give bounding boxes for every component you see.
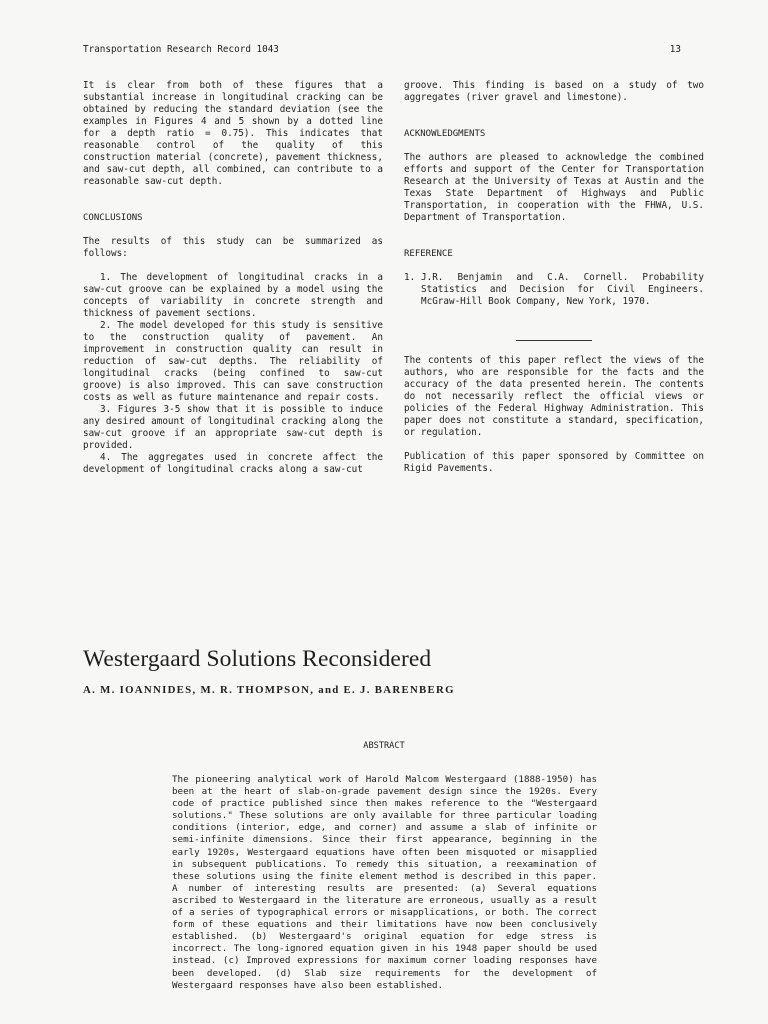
- reference-text: J.R. Benjamin and C.A. Cornell. Probability Statistics and Decision for Civil Engineers. McGraw-Hill Book Company, New York, 1970.: [421, 272, 704, 307]
- reference-number: 1.: [404, 272, 416, 283]
- intro-paragraph: It is clear from both of these figures that a substantial increase in longitudinal cracking can be obtained by reducing the standard deviation (see the examples in Figures 4 and 5 shown by a dotted line for a depth ratio = 0.75). This indicates that reasonable control of the quality of this construction material (concrete), pavement thickness, and saw-cut depth, all combined, can contribute to a reasonable saw-cut depth.: [83, 80, 383, 187]
- acknowledgments-text: The authors are pleased to acknowledge the combined efforts and support of the Center for Transportation Research at the University of Texas at Austin and the Texas State Department of Highways and Public Transportation, in cooperation with the FHWA, U.S. Department of Transportation.: [404, 152, 704, 223]
- conclusion-item-3: 3. Figures 3-5 show that it is possible to induce any desired amount of longitudinal cracking along the saw-cut groove if an appropriate saw-cut depth is provided.: [83, 404, 383, 451]
- acknowledgments-heading: ACKNOWLEDGMENTS: [404, 129, 486, 139]
- running-header: Transportation Research Record 1043: [83, 44, 279, 55]
- conclusion-item-1: 1. The development of longitudinal cracks in a saw-cut groove can be explained by a model using the concepts of variability in concrete strength and thickness of pavement sections.: [83, 272, 383, 319]
- conclusion-item-4: 4. The aggregates used in concrete affect the development of longitudinal cracks along a saw-cut: [83, 452, 383, 475]
- left-column: [83, 80, 383, 476]
- article-title: Westergaard Solutions Reconsidered: [83, 646, 432, 672]
- disclaimer-text: The contents of this paper reflect the views of the authors, who are responsible for the facts and the accuracy of the data presented herein. The contents do not necessarily reflect the official views or policies of the Federal Highway Administration. This paper does not constitute a standard, specification, or regulation.: [404, 355, 704, 438]
- abstract-text: The pioneering analytical work of Harold Malcom Westergaard (1888-1950) has been at the heart of slab-on-grade pavement design since the 1920s. Every code of practice published since then makes reference to the "Westergaard solutions." These solutions are only available for three particular loading conditions (interior, edge, and corner) and assume a slab of infinite or semi-infinite dimensions. Since their first appearance, beginning in the early 1920s, Westergaard equations have often been misquoted or misapplied in subsequent publications. To remedy this situation, a reexamination of these solutions using the finite element method is described in this paper. A number of interesting results are presented: (a) Several equations ascribed to Westergaard in the literature are erroneous, usually as a result of a series of typographical errors or misapplications, or both. The correct form of these equations and their limitations have now been conclusively established. (b) Westergaard's original equation for edge stress is incorrect. The long-ignored equation given in his 1948 paper should be used instead. (c) Improved expressions for maximum corner loading responses have been developed. (d) Slab size requirements for the development of Westergaard responses have also been established.: [172, 774, 597, 991]
- reference-heading: REFERENCE: [404, 249, 453, 259]
- reference-entry: [404, 272, 704, 308]
- page-number: 13: [669, 44, 681, 55]
- conclusions-heading: CONCLUSIONS: [83, 213, 143, 223]
- sponsor-text: Publication of this paper sponsored by Committee on Rigid Pavements.: [404, 451, 704, 474]
- right-column: [404, 80, 704, 475]
- conclusions-lead: The results of this study can be summarized as follows:: [83, 236, 383, 259]
- continued-paragraph: groove. This finding is based on a study of two aggregates (river gravel and limestone).: [404, 80, 704, 103]
- article-authors: A. M. IOANNIDES, M. R. THOMPSON, and E. J. BARENBERG: [83, 684, 455, 696]
- abstract-heading: ABSTRACT: [363, 741, 405, 751]
- conclusion-item-2: 2. The model developed for this study is sensitive to the construction quality of pavement. An improvement in construction quality can result in reduction of saw-cut depths. The reliability of longitudinal cracks (being confined to saw-cut groove) is also improved. This can save construction costs as well as future maintenance and repair costs.: [83, 320, 383, 403]
